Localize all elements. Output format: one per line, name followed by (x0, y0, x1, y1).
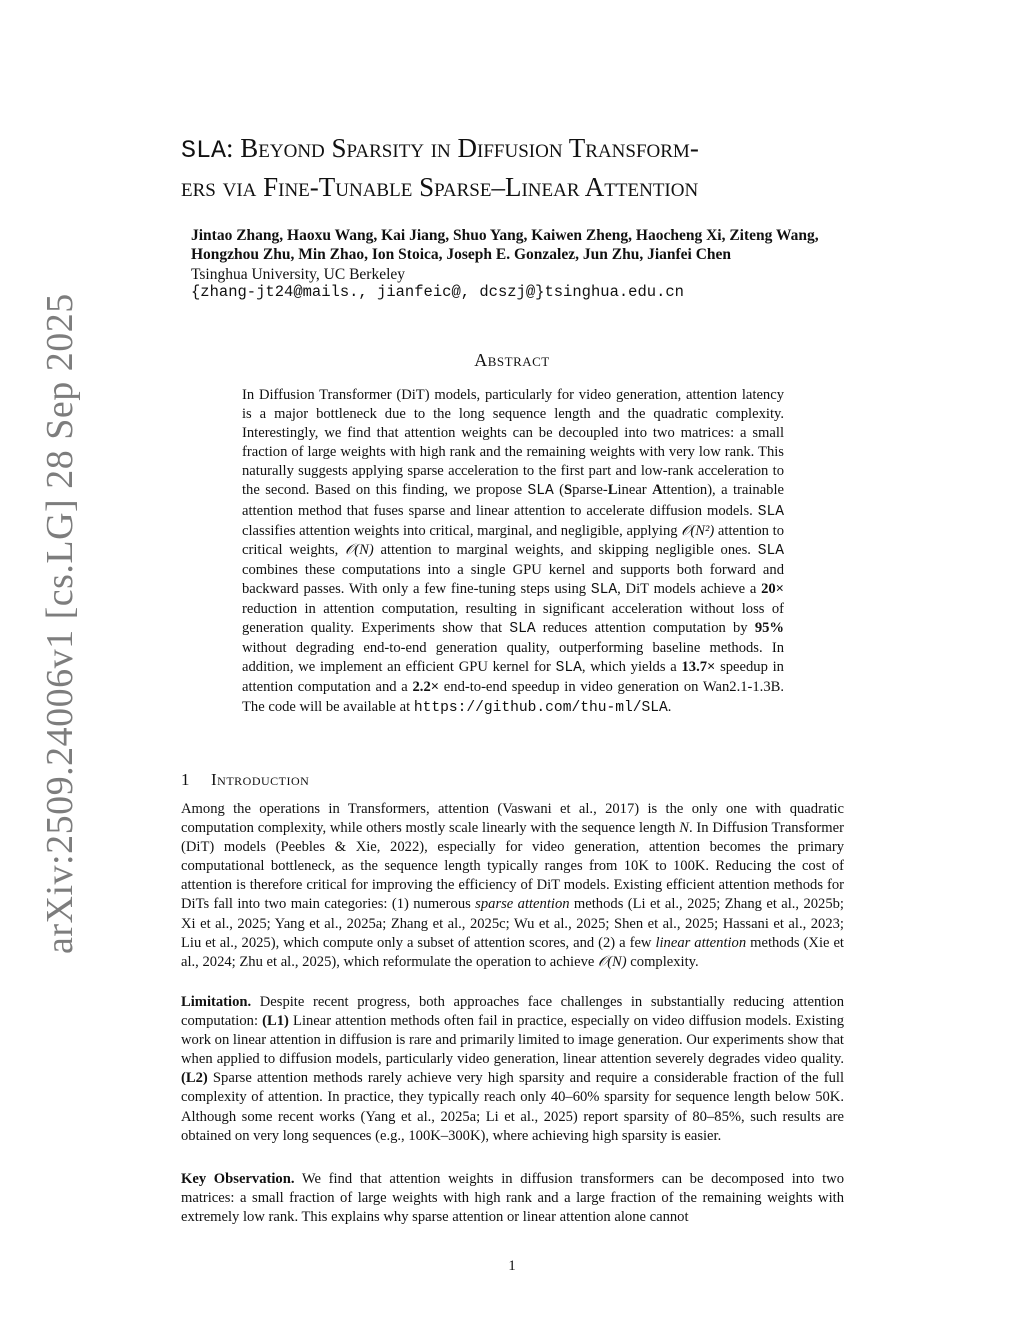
title-line-2: ers via Fine-Tunable Sparse–Linear Attention (181, 172, 699, 202)
label-l1: (L1) (262, 1013, 289, 1030)
abstract-text: inear (617, 482, 653, 499)
abstract-text: without degrading end-to-end generation quality, outperforming baseline methods. In addition, we implement an efficient GPU kernel for (242, 640, 784, 676)
title-line-1 (181, 130, 846, 169)
abstract-text: combines these computations into a single GPU kernel and supports both forward and backward passes. With only a few fine-tuning steps using (242, 561, 784, 597)
paragraph-runin-heading: Key Observation. (181, 1171, 295, 1187)
method-name: SLA (757, 542, 784, 559)
highlight-value: 95% (754, 620, 784, 637)
math-expression: 𝒪(N) (598, 953, 627, 970)
body-text: Despite recent progress, both approaches face challenges in substantially reducing attention computation: (181, 994, 844, 1030)
abstract-text: ( (553, 482, 564, 499)
label-l2: (L2) (181, 1070, 208, 1087)
abstract-text: speedup in attention computation and a (242, 659, 784, 696)
body-text: Linear attention methods often fail in practice, especially on video diffusion models. Existing work on linear attention in diffusion is rare and primarily limited to image generation. Our experiments show that when applied to diffusion models, particularly video generation, linear attention severely degrades video quality. (181, 1013, 844, 1068)
author-list: Jintao Zhang, Haoxu Wang, Kai Jiang, Shuo Yang, Kaiwen Zheng, Haocheng Xi, Ziteng Wang, Hongzhou Zhu, Min Zhao, Ion Stoica, Joseph E. Gonzalez, Jun Zhu, Jianfei Chen (191, 227, 819, 263)
abstract-text: classifies attention weights into critical, marginal, and negligible, applying (242, 522, 682, 539)
email-addresses: {zhang-jt24@mails., jianfeic@, dcszj@}tsinghua.edu.cn (191, 283, 684, 301)
emphasized-term: linear attention (655, 934, 747, 951)
section-title: Introduction (211, 770, 310, 789)
limitation-paragraph (181, 993, 844, 1146)
abstract-text: reduction in attention computation, resulting in significant acceleration without loss of generation quality. Experiments show that (242, 601, 784, 637)
page-number: 1 (508, 1258, 516, 1274)
abstract-heading: Abstract (474, 350, 550, 370)
body-text: Among the operations in Transformers, attention (Vaswani et al., 2017) is the only one with quadratic computation complexity, while others mostly scale linearly with the sequence length (181, 801, 844, 837)
acronym-letter: L (607, 482, 618, 499)
body-text: . In Diffusion Transformer (DiT) models (Peebles & Xie, 2022), especially for video generation, attention becomes the primary computational bottleneck, as the sequence length typically ranges from 10K to 100K. Reducing the cost of attention is therefore critical for improving the efficiency of DiT models. Existing efficient attention methods for DiTs fall into two main categories: (1) numerous (181, 820, 844, 913)
acronym-letter: S (563, 482, 573, 499)
paragraph-runin-heading: Limitation. (181, 994, 252, 1010)
title-line-1-text: : Beyond Sparsity in Diffusion Transform- (226, 133, 699, 163)
highlight-value: 13.7× (681, 659, 716, 676)
math-expression: N (679, 820, 689, 837)
body-text: complexity. (626, 953, 699, 970)
body-text: methods (Xie et al., 2024; Zhu et al., 2025), which reformulate the operation to achieve (181, 934, 844, 970)
method-name: SLA (527, 483, 554, 500)
abstract-text: parse- (572, 482, 608, 499)
math-expression: 𝒪(N²) (681, 522, 715, 539)
abstract-text: attention to marginal weights, and skipping negligible ones. (373, 541, 758, 558)
paper-title (181, 130, 846, 205)
body-text: methods (Li et al., 2025; Zhang et al., 2025b; Xi et al., 2025; Yang et al., 2025a; Zhang et al., 2025c; Wu et al., 2025; Shen et al., 2025; Hassani et al., 2023; Liu et al., 2025), which compute only a subset of attention scores, and (2) a few (181, 896, 844, 951)
highlight-value: 20× (761, 580, 784, 597)
title-code-name: SLA (181, 136, 227, 165)
abstract-text: , which yields a (581, 659, 682, 676)
abstract-text: , DiT models achieve a (617, 580, 762, 597)
abstract-text: attention to critical weights, (242, 522, 784, 558)
section-heading-introduction (181, 770, 309, 790)
abstract-text: ttention), a trainable attention method that fuses sparse and linear attention to accelerate diffusion models. (242, 482, 784, 519)
acronym-letter: A (652, 482, 663, 499)
emphasized-term: sparse attention (475, 896, 570, 913)
math-expression: 𝒪(N) (345, 541, 374, 558)
abstract-body (242, 386, 784, 718)
introduction-paragraph (181, 800, 844, 972)
key-observation-paragraph (181, 1170, 844, 1227)
abstract-text: end-to-end speedup in video generation on Wan2.1-1.3B. The code will be available at (242, 679, 785, 715)
body-text: Sparse attention methods rarely achieve very high sparsity and require a considerable fraction of the full complexity of attention. In practice, they typically reach only 40–60% sparsity for sequence length below 50K. Although some recent works (Yang et al., 2025a; Li et al., 2025) report sparsity of 80–85%, such results are obtained on very long sequences (e.g., 100K–300K), where achieving high sparsity is easier. (181, 1070, 844, 1144)
highlight-value: 2.2× (412, 679, 440, 696)
arxiv-identifier-stamp: arXiv:2509.24006v1 [cs.LG] 28 Sep 2025 (39, 293, 81, 954)
method-name: SLA (590, 581, 618, 598)
method-name: SLA (509, 621, 536, 638)
section-number: 1 (181, 770, 190, 789)
abstract-text: reduces attention computation by (535, 620, 755, 637)
abstract-text: . (667, 698, 672, 715)
code-url: https://github.com/thu-ml/SLA (413, 699, 668, 716)
abstract-text: In Diffusion Transformer (DiT) models, particularly for video generation, attention latency is a major bottleneck due to the long sequence length and the quadratic complexity. Interestingly, we find that attention weights can be decoupled into two matrices: a small fraction of large weights with high rank and the remaining weights with very low rank. This naturally suggests applying sparse acceleration to the first part and low-rank acceleration to the second. Based on this finding, we propose (242, 387, 784, 499)
method-name: SLA (757, 503, 784, 520)
method-name: SLA (555, 660, 582, 677)
body-text: We find that attention weights in diffusion transformers can be decomposed into two matrices: a small fraction of large weights with high rank and a large fraction of the remaining weights with extremely low rank. This explains why sparse attention or linear attention alone cannot (181, 1171, 844, 1226)
affiliation: Tsinghua University, UC Berkeley (191, 266, 406, 283)
